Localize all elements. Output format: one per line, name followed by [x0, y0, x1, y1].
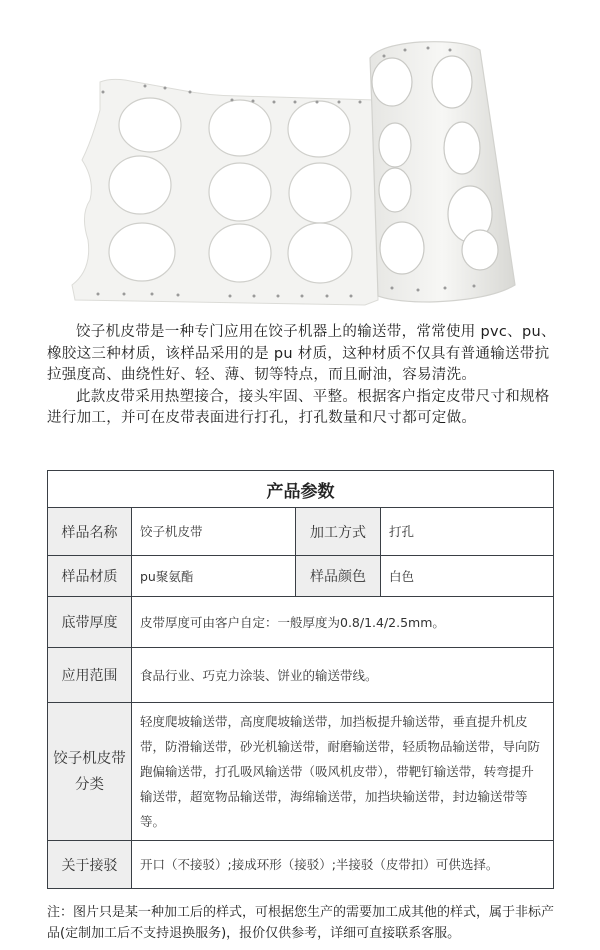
- value-material: pu聚氨酯: [132, 556, 296, 597]
- value-belt-categories: 轻度爬坡输送带，高度爬坡输送带，加挡板提升输送带，垂直提升机皮带，防滑输送带，砂光机输送带，耐磨输送带，轻质物品输送带，导向防跑偏输送带，打孔吸风输送带（吸风机皮带），带靶钉输送带，转弯提升输送带，超宽物品输送带，海绵输送带，加挡块输送带，封边输送带等等。: [132, 703, 554, 841]
- label-material: 样品材质: [48, 556, 132, 597]
- label-processing-method: 加工方式: [296, 508, 381, 556]
- product-spec-table: [47, 470, 554, 889]
- product-description: [47, 322, 557, 430]
- label-belt-categories: 饺子机皮带分类: [48, 703, 132, 841]
- value-sample-name: 饺子机皮带: [132, 508, 296, 556]
- product-photo: [0, 0, 600, 310]
- label-sample-name: 样品名称: [48, 508, 132, 556]
- value-splicing: 开口（不接驳）;接成环形（接驳）;半接驳（皮带扣）可供选择。: [132, 841, 554, 889]
- spec-table-title: 产品参数: [48, 471, 554, 508]
- value-thickness: 皮带厚度可由客户自定：一般厚度为0.8/1.4/2.5mm。: [132, 597, 554, 648]
- disclaimer-note: 注：图片只是某一种加工后的样式，可根据您生产的需要加工成其他的样式，属于非标产品(定制加工后不支持退换服务)，报价仅供参考，详细可直接联系客服。: [47, 905, 555, 941]
- table-row: [48, 648, 554, 703]
- table-row: [48, 556, 554, 597]
- label-color: 样品颜色: [296, 556, 381, 597]
- table-row: [48, 703, 554, 841]
- label-application: 应用范围: [48, 648, 132, 703]
- conveyor-belt-image: [0, 0, 600, 310]
- value-application: 食品行业、巧克力涂装、饼业的输送带线。: [132, 648, 554, 703]
- label-splicing: 关于接驳: [48, 841, 132, 889]
- value-color: 白色: [381, 556, 554, 597]
- table-row: [48, 597, 554, 648]
- table-row: [48, 508, 554, 556]
- label-thickness: 底带厚度: [48, 597, 132, 648]
- intro-paragraph-2: 此款皮带采用热塑接合，接头牢固、平整。根据客户指定皮带尺寸和规格进行加工，并可在皮带表面进行打孔，打孔数量和尺寸都可定做。: [47, 388, 550, 426]
- intro-paragraph-1: 饺子机皮带是一种专门应用在饺子机器上的输送带，常常使用 pvc、pu、橡胶这三种材质，该样品采用的是 pu 材质，这种材质不仅具有普通输送带抗拉强度高、曲绕性好、轻、薄、韧等特点，而且耐油，容易清洗。: [47, 324, 556, 383]
- value-processing-method: 打孔: [381, 508, 554, 556]
- table-row: [48, 841, 554, 889]
